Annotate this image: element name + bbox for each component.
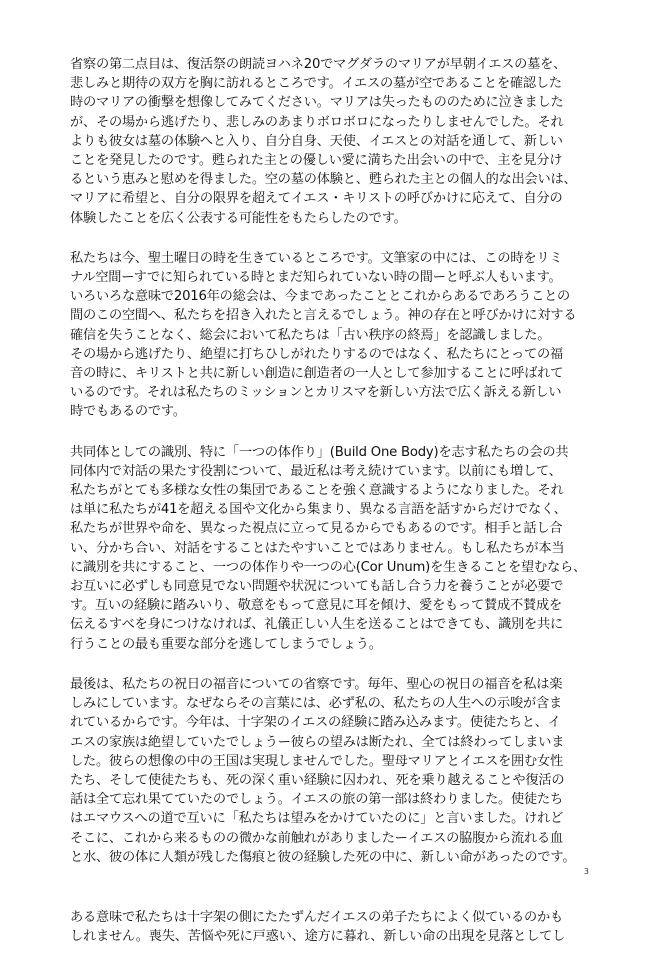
text-line: たち、そして使徒たちも、死の深く重い経験に囚われ、死を乗り越えることや復活の bbox=[70, 772, 565, 788]
text-line: 話は全て忘れ果てていたのでしょう。イエスの旅の第一部は終わりました。使徒たち bbox=[70, 792, 563, 808]
paragraph bbox=[70, 443, 588, 654]
text-line: 私たちは今、聖土曜日の時を生きているところです。文筆家の中には、この時をリミ bbox=[70, 250, 563, 266]
text-line: した。彼らの想像の中の王国は実現しませんでした。聖母マリアとイエスを囲む女性 bbox=[70, 753, 563, 769]
text-line: ナル空間ーすでに知られている時とまだ知られていない時の間ーと呼ぶ人もいます。 bbox=[70, 270, 562, 286]
page-number: 3 bbox=[583, 867, 589, 876]
text-line: るという恵みと慰めを得ました。空の墓の体験と、甦られた主との個人的な出会いは、 bbox=[70, 172, 577, 188]
text-line: いるのです。それは私たちのミッションとカリスマを新しい方法で広く訴える新しい bbox=[70, 385, 562, 401]
text-line: が、その場から逃げたり、悲しみのあまりボロボロになったりしませんでした。それ bbox=[70, 114, 564, 130]
text-line: いろいろな意味で2016年の総会は、今まであったこととこれからあるであろうことの bbox=[70, 289, 571, 305]
text-line: す。互いの経験に踏みいり、敬意をもって意見に耳を傾け、愛をもって賛成不賛成を bbox=[70, 598, 562, 614]
text-line: 省察の第二点目は、復活祭の朗読ヨハネ20でマグダラのマリアが早朝イエスの墓を、 bbox=[70, 57, 567, 72]
text-line: 時でもあるのです。 bbox=[70, 404, 186, 420]
text-line: 悲しみと期待の双方を胸に訪れるところです。イエスの墓が空であることを確認した bbox=[70, 76, 562, 92]
text-line: 時のマリアの衝撃を想像してみてください。マリアは失ったもののために泣きました bbox=[70, 95, 564, 111]
text-line: その場から逃げたり、絶望に打ちひしがれたりするのではなく、私たちにとっての福 bbox=[70, 346, 563, 362]
text-line: 間のこの空間へ、私たちを招き入れたと言えるでしょう。神の存在と呼びかけに対する bbox=[70, 308, 577, 324]
text-line: お互いに必ずしも同意見でない問題や状況についても話し合う力を養うことが必要で bbox=[70, 579, 564, 595]
text-line: 行うことの最も重要な部分を逃してしまうでしょう。 bbox=[70, 636, 382, 652]
text-line: よりも彼女は墓の体験へと入り、自分自身、天使、イエスとの対話を通して、新しい bbox=[70, 133, 563, 149]
paragraph bbox=[70, 675, 588, 867]
text-line: 確信を失うことなく、総会において私たちは「古い秩序の終焉」を認識しました。 bbox=[70, 327, 551, 343]
body-text bbox=[70, 55, 588, 967]
text-line: そこに、これから来るものの微かな前触れがありましたーイエスの脇腹から流れる血 bbox=[70, 830, 563, 846]
text-line: 私たちがとても多様な女性の集団であることを強く意識するようになりました。それ bbox=[70, 483, 564, 499]
text-line: 共同体としての識別、特に「一つの体作り」(Build One Body)を志す私たちの会の共 bbox=[70, 444, 569, 460]
text-line: れているからです。今年は、十字架のイエスの経験に踏み込みます。使徒たちと、イ bbox=[70, 715, 561, 731]
text-line: 私たちが世界や命を、異なった視点に立って見るからでもあるのです。相手と話し合 bbox=[70, 521, 563, 537]
paragraph bbox=[70, 55, 588, 228]
text-line: はエマウスへの道で互いに「私たちは望みをかけていたのに」と言いました。けれど bbox=[70, 811, 564, 827]
text-line: ある意味で私たちは十字架の側にたたずんだイエスの弟子たちによく似ているのかも bbox=[70, 909, 563, 925]
text-line: 体験したことを広く公表する可能性をもたらしたのです。 bbox=[70, 210, 407, 226]
text-line: エスの家族は絶望していたでしょうー彼らの望みは断たれ、全ては終わってしまいま bbox=[70, 734, 565, 750]
text-line: は単に私たちが41を超える国や文化から集まり、異なる言語を話すからだけでなく、 bbox=[70, 502, 567, 518]
text-line: に識別を共にすること、一つの体作りや一つの心(Cor Unum)を生きることを望むなら、 bbox=[70, 559, 586, 575]
text-line: ことを発見したのです。甦られた主との優しい愛に満ちた出会いの中で、主を見分け bbox=[70, 153, 563, 169]
text-line: と水、彼の体に人類が残した傷痕と彼の経験した死の中に、新しい命があったのです。 bbox=[70, 849, 576, 865]
text-line: マリアに希望と、自分の限界を超えてイエス・キリストの呼びかけに応えて、自分の bbox=[70, 191, 563, 207]
text-line: 同体内で対話の果たす役割について、最近私は考え続けています。以前にも増して、 bbox=[70, 463, 562, 479]
text-line: しれません。喪失、苦悩や死に戸惑い、途方に暮れ、新しい命の出現を見落としてし bbox=[70, 929, 566, 945]
text-line: 伝えるすべを身につけなければ、礼儀正しい人生を送ることはできても、識別を共に bbox=[70, 617, 563, 633]
paragraph bbox=[70, 908, 588, 946]
text-line: しみにしています。なぜならその言葉には、必ず私の、私たちの人生への示唆が含ま bbox=[70, 696, 562, 712]
text-line: 最後は、私たちの祝日の福音についての省察です。毎年、聖心の祝日の福音を私は楽 bbox=[70, 676, 563, 692]
text-line: 音の時に、キリストと共に新しい創造に創造者の一人として参加することに呼ばれて bbox=[70, 366, 564, 382]
paragraph bbox=[70, 249, 588, 422]
text-line: い、分かち合い、対話をすることはたやすいことではありません。もし私たちが本当 bbox=[70, 540, 565, 556]
